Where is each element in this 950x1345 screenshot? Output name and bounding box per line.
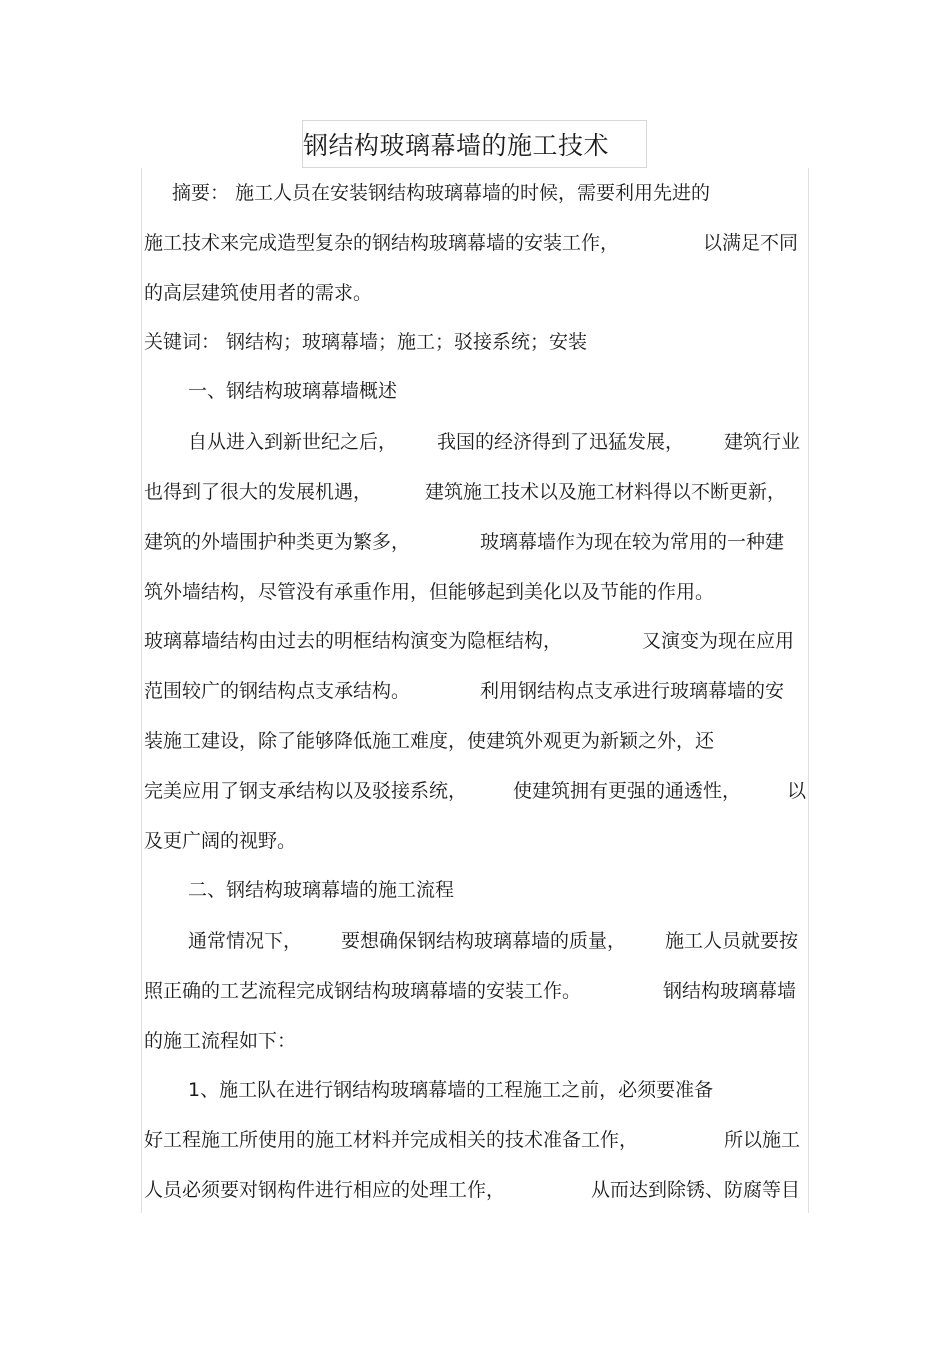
line-text: 施工技术来完成造型复杂的钢结构玻璃幕墙的安装工作，: [144, 232, 620, 254]
line-text: 通常情况下，: [188, 930, 303, 952]
body-line: [144, 978, 796, 1004]
line-text: 建筑施工技术以及施工材料得以不断更新，: [424, 481, 786, 503]
body-line: [188, 877, 454, 903]
body-line: [144, 329, 587, 355]
line-text: 关键词： 钢结构；玻璃幕墙；施工；驳接系统；安装: [144, 331, 588, 353]
line-text: 的高层建筑使用者的需求。: [144, 282, 373, 304]
line-text: 筑外墙结构，尽管没有承重作用，但能够起到美化以及节能的作用。: [144, 581, 715, 603]
line-text: 从而达到除锈、防腐等目: [590, 1179, 800, 1201]
line-text: 及更广阔的视野。: [144, 830, 297, 852]
line-text: 好工程施工所使用的施工材料并完成相关的技术准备工作，: [144, 1129, 639, 1151]
body-line: [144, 280, 372, 306]
body-line: [144, 728, 714, 754]
body-line: [188, 378, 397, 404]
line-text: 利用钢结构点支承进行玻璃幕墙的安: [479, 680, 784, 702]
line-text: 建筑行业: [723, 431, 800, 453]
line-text: 二、钢结构玻璃幕墙的施工流程: [188, 879, 455, 901]
line-text: 使建筑拥有更强的通透性，: [512, 780, 741, 802]
body-line: [144, 230, 798, 256]
line-text: 也得到了很大的发展机遇，: [144, 481, 373, 503]
body-line: [144, 828, 296, 854]
body-line: [172, 180, 710, 206]
line-text: 摘要： 施工人员在安装钢结构玻璃幕墙的时候，需要利用先进的: [172, 182, 711, 204]
line-text: 施工人员就要按: [664, 930, 798, 952]
line-text: 装施工建设，除了能够降低施工难度，使建筑外观更为新颖之外，还: [144, 730, 715, 752]
body-line: [144, 479, 786, 505]
line-text: 以: [786, 780, 806, 802]
body-line: [144, 1028, 296, 1054]
line-text: 人员必须要对钢构件进行相应的处理工作，: [144, 1179, 506, 1201]
line-text: 范围较广的钢结构点支承结构。: [144, 680, 411, 702]
line-text: 又演变为现在应用: [641, 630, 794, 652]
line-text: 完美应用了钢支承结构以及驳接系统，: [144, 780, 468, 802]
line-text: 钢结构玻璃幕墙: [662, 980, 796, 1002]
line-text: 以满足不同: [702, 232, 798, 254]
body-line: [144, 628, 794, 654]
body-line: [144, 1177, 800, 1203]
body-line: [144, 778, 806, 804]
line-text: 一、钢结构玻璃幕墙概述: [188, 380, 398, 402]
line-text: 要想确保钢结构玻璃幕墙的质量，: [340, 930, 626, 952]
body-line: [144, 529, 784, 555]
body-line: [144, 579, 714, 605]
line-text: 所以施工: [723, 1129, 800, 1151]
body-line: [188, 1077, 713, 1103]
line-text: 自从进入到新世纪之后，: [188, 431, 398, 453]
body-line: [188, 928, 798, 954]
line-text: 玻璃幕墙作为现在较为常用的一种建: [479, 531, 784, 553]
line-text: 1、施工队在进行钢结构玻璃幕墙的工程施工之前，必须要准备: [188, 1079, 714, 1101]
line-text: 照正确的工艺流程完成钢结构玻璃幕墙的安装工作。: [144, 980, 582, 1002]
line-text: 玻璃幕墙结构由过去的明框结构演变为隐框结构，: [144, 630, 563, 652]
line-text: 我国的经济得到了迅猛发展，: [436, 431, 684, 453]
body-line: [144, 1127, 800, 1153]
body-line: [144, 678, 784, 704]
document-title: 钢结构玻璃幕墙的施工技术: [303, 131, 610, 160]
line-text: 建筑的外墙围护种类更为繁多，: [144, 531, 411, 553]
line-text: 的施工流程如下：: [144, 1030, 297, 1052]
body-line: [188, 429, 800, 455]
